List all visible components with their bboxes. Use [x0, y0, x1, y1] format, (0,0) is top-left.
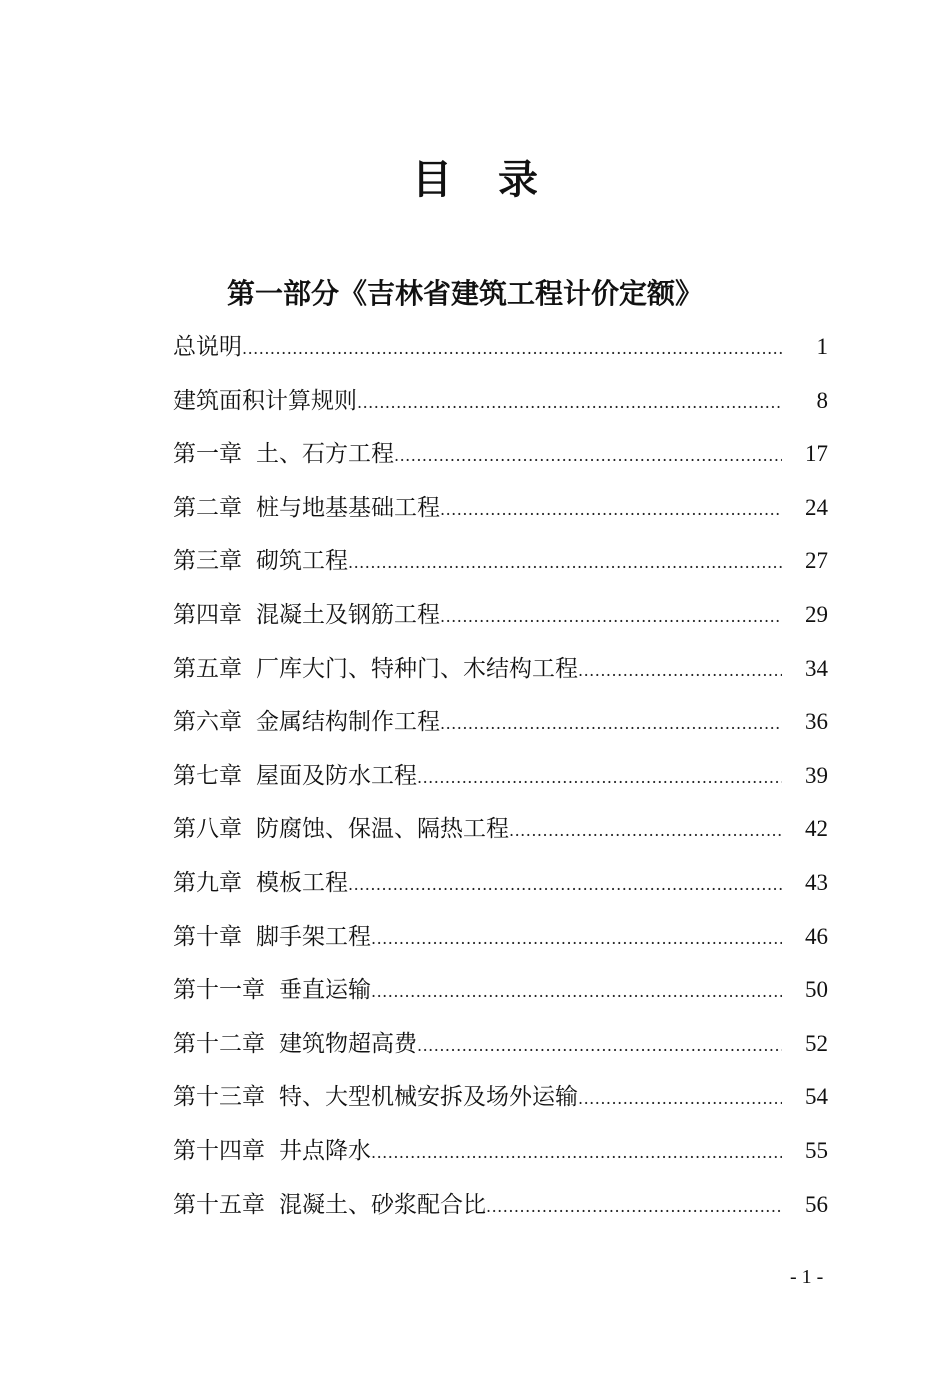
toc-chapter-title: 砌筑工程: [256, 548, 348, 575]
toc-entry[interactable]: [173, 427, 828, 481]
toc-page-number: 24: [805, 494, 828, 520]
toc-entry[interactable]: [173, 1017, 828, 1071]
toc-chapter-title: 脚手架工程: [256, 923, 371, 950]
toc-page-number: 36: [805, 709, 828, 735]
toc-entry-label: [173, 589, 440, 643]
toc-chapter-title: 防腐蚀、保温、隔热工程: [256, 816, 509, 843]
toc-entry-label: [173, 1071, 578, 1125]
toc-entry[interactable]: [173, 588, 828, 642]
toc-page-number: 39: [805, 762, 828, 788]
toc-chapter-title: 金属结构制作工程: [256, 709, 440, 736]
toc-entry[interactable]: [173, 374, 828, 428]
toc-dot-leader: [371, 965, 782, 1019]
toc-entry[interactable]: [173, 963, 828, 1017]
page-title: [0, 148, 950, 205]
toc-entry-label: [173, 1018, 417, 1072]
toc-chapter-number: 第十二章: [173, 1030, 265, 1057]
toc-page-number: 1: [816, 334, 828, 359]
toc-dot-leader: [348, 858, 782, 912]
toc-chapter-number: 第十四章: [173, 1137, 265, 1164]
toc-page-number: 55: [805, 1137, 828, 1163]
toc-dot-leader: [440, 590, 782, 644]
toc-chapter-number: 第五章: [173, 655, 242, 682]
toc-page-number: 54: [805, 1084, 828, 1110]
toc-dot-leader: [348, 536, 782, 590]
toc-dot-leader: [371, 1126, 782, 1180]
toc-page-number: 34: [805, 655, 828, 681]
toc-chapter-number: 第七章: [173, 762, 242, 789]
toc-page-number: 42: [805, 816, 828, 842]
toc-chapter-number: 第三章: [173, 548, 242, 575]
table-of-contents: [173, 320, 828, 1231]
toc-entry-label: [173, 750, 417, 804]
toc-dot-leader: [371, 912, 782, 966]
toc-entry-label: [173, 428, 394, 482]
toc-dot-leader: [417, 751, 782, 805]
toc-dot-leader: [578, 1072, 782, 1126]
toc-dot-leader: [394, 429, 782, 483]
toc-page-number: 56: [805, 1191, 828, 1217]
toc-chapter-number: 第六章: [173, 709, 242, 736]
toc-dot-leader: [509, 804, 782, 858]
toc-entry[interactable]: [173, 695, 828, 749]
toc-chapter-number: 第十一章: [173, 977, 265, 1004]
page-title-char-1: 目: [412, 157, 452, 203]
toc-chapter-number: 第十三章: [173, 1084, 265, 1111]
toc-chapter-title: 土、石方工程: [256, 441, 394, 468]
toc-dot-leader: [417, 1019, 782, 1073]
toc-chapter-title: 井点降水: [279, 1137, 371, 1164]
toc-chapter-number: 第十章: [173, 923, 242, 950]
toc-entry[interactable]: [173, 481, 828, 535]
toc-entry-label: [173, 643, 578, 697]
toc-entry-label: [173, 803, 509, 857]
toc-entry-label: [173, 321, 242, 375]
toc-entry[interactable]: [173, 320, 828, 374]
toc-chapter-title: 模板工程: [256, 869, 348, 896]
toc-chapter-title: 厂库大门、特种门、木结构工程: [256, 655, 578, 682]
page-title-char-2: 录: [498, 157, 538, 203]
toc-page-number: 27: [805, 548, 828, 574]
toc-chapter-title: 混凝土及钢筋工程: [256, 601, 440, 628]
toc-page-number: 46: [805, 923, 828, 949]
toc-entry-label: [173, 482, 440, 536]
toc-entry[interactable]: [173, 1124, 828, 1178]
toc-entry-label: [173, 1179, 486, 1233]
toc-entry-label: [173, 696, 440, 750]
toc-page-number: 17: [805, 441, 828, 467]
toc-entry[interactable]: [173, 1070, 828, 1124]
toc-entry[interactable]: [173, 856, 828, 910]
toc-entry[interactable]: [173, 534, 828, 588]
toc-entry[interactable]: [173, 1178, 828, 1232]
toc-chapter-title: 屋面及防水工程: [256, 762, 417, 789]
toc-entry[interactable]: [173, 749, 828, 803]
toc-page-number: 43: [805, 869, 828, 895]
toc-dot-leader: [486, 1180, 782, 1234]
toc-chapter-title: 建筑物超高费: [279, 1030, 417, 1057]
toc-chapter-number: 第四章: [173, 601, 242, 628]
toc-chapter-number: 第十五章: [173, 1191, 265, 1218]
toc-chapter-number: 第二章: [173, 494, 242, 521]
part-heading: 第一部分《吉林省建筑工程计价定额》: [226, 277, 703, 310]
toc-dot-leader: [357, 376, 782, 430]
toc-chapter-title: 垂直运输: [279, 977, 371, 1004]
toc-dot-leader: [578, 644, 782, 698]
toc-page-number: 50: [805, 977, 828, 1003]
toc-dot-leader: [440, 483, 782, 537]
toc-dot-leader: [242, 322, 782, 376]
toc-page-number: 8: [816, 387, 828, 413]
toc-page-number: 29: [805, 601, 828, 627]
toc-entry[interactable]: [173, 910, 828, 964]
toc-chapter-title: 建筑面积计算规则: [173, 387, 357, 414]
toc-entry-label: [173, 911, 371, 965]
toc-dot-leader: [440, 697, 782, 751]
toc-chapter-title: 特、大型机械安拆及场外运输: [279, 1084, 578, 1111]
toc-entry-label: [173, 964, 371, 1018]
toc-entry-label: [173, 535, 348, 589]
toc-entry[interactable]: [173, 642, 828, 696]
toc-chapter-title: 总说明: [173, 334, 242, 360]
toc-entry-label: [173, 1125, 371, 1179]
toc-chapter-number: 第九章: [173, 869, 242, 896]
page-number: - 1 -: [790, 1266, 824, 1288]
toc-chapter-number: 第八章: [173, 816, 242, 843]
toc-entry-label: [173, 857, 348, 911]
toc-entry[interactable]: [173, 802, 828, 856]
toc-chapter-number: 第一章: [173, 441, 242, 468]
toc-page-number: 52: [805, 1030, 828, 1056]
toc-chapter-title: 桩与地基基础工程: [256, 494, 440, 521]
toc-chapter-title: 混凝土、砂浆配合比: [279, 1191, 486, 1218]
toc-entry-label: [173, 375, 357, 429]
